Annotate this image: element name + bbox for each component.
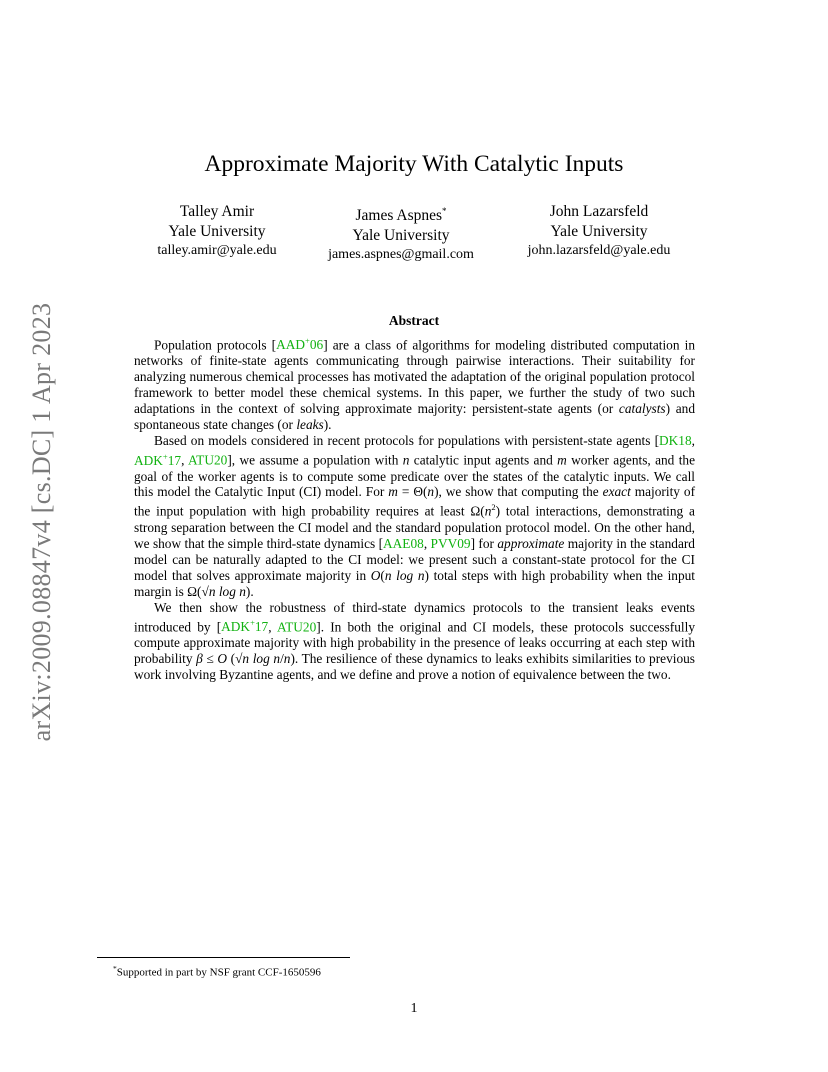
footnote-mark: *: [442, 206, 447, 216]
author-affiliation: Yale University: [352, 226, 450, 244]
author-affiliation: Yale University: [550, 222, 648, 240]
author-email: james.aspnes@gmail.com: [328, 247, 474, 263]
footnote-mark: *: [113, 964, 117, 973]
paper-title: Approximate Majority With Catalytic Inputs: [204, 151, 624, 177]
author-name: James Aspnes: [355, 207, 443, 225]
citation-link[interactable]: AAE08: [383, 535, 424, 551]
abstract-body: [134, 334, 695, 683]
citation-link[interactable]: ADK+17: [134, 451, 182, 468]
author-james-aspnes: [328, 202, 474, 265]
abstract-paragraph-3: We then show the robustness of third-state dynamics protocols to the transient leaks events introduced by [ADK+17, ATU20]. In both the original and CI models, these protocols successfully compute approximate majority with high probability in the presence of leaks occurring at each step with probability β ≤ O (√n log n/n). The resilience of these dynamics to leaks exhibits similarities to previous work involving Byzantine agents, and we define and prove a notion of equivalence between the two.: [134, 599, 696, 682]
author-email: john.lazarsfeld@yale.edu: [527, 243, 671, 258]
author-email: talley.amir@yale.edu: [157, 243, 277, 258]
citation-link[interactable]: ATU20: [188, 452, 228, 468]
author-talley-amir: [157, 202, 276, 261]
citation-link[interactable]: ADK+17: [221, 617, 269, 634]
author-john-lazarsfeld: [528, 202, 671, 261]
footnote-divider: [97, 957, 350, 958]
citation-link[interactable]: PVV09: [430, 535, 471, 551]
footnote-text: Supported in part by NSF grant CCF-1650596: [116, 966, 321, 979]
abstract-heading: Abstract: [388, 313, 440, 328]
author-affiliation: Yale University: [168, 222, 266, 240]
abstract-paragraph-2: Based on models considered in recent protocols for populations with persistent-state agents [DK18, ADK+17, ATU20], we assume a population with n catalytic input agents and m worker agents, and the goal of the worker agents is to compute some predicate over the states of the catalytic inputs. We call this model the Catalytic Input (CI) model. For m = Θ(n), we show that computing the exact majority of the input population with high probability requires at least $\Omega(n^2)$ total interactions, demonstrating a strong separation between the CI model and the standard population protocol model. On the other hand, we show that the simple third-state dynamics [AAE08, PVV09] for approximate majority in the standard model can be naturally adapted to the CI model: we present such a constant-state protocol for the CI model that solves approximate majority in O(n log n) total steps with high probability when the input margin is Ω(√n log n).: [134, 433, 696, 599]
citation-link[interactable]: AAD+06: [276, 336, 324, 353]
abstract-paragraph-1: Population protocols [AAD+06] are a class of algorithms for modeling distributed computation in networks of finite-state agents communicating through pairwise interactions. Their suitability for analyzing numerous chemical processes has motivated the adaptation of the original population protocol framework to better model these chemical systems. In this paper, we further the study of two such adaptations in the context of solving approximate majority: persistent-state agents (or catalysts) and spontaneous state changes (or leaks).: [134, 336, 695, 433]
citation-link[interactable]: DK18: [659, 433, 692, 449]
page-number: 1: [410, 1001, 418, 1016]
footnote: [113, 962, 321, 980]
author-name: John Lazarsfeld: [549, 203, 649, 220]
author-name: Talley Amir: [179, 203, 255, 220]
citation-link[interactable]: ATU20: [276, 618, 317, 634]
arxiv-identifier-stamp: arXiv:2009.08847v4 [cs.DC] 1 Apr 2023: [27, 302, 56, 742]
